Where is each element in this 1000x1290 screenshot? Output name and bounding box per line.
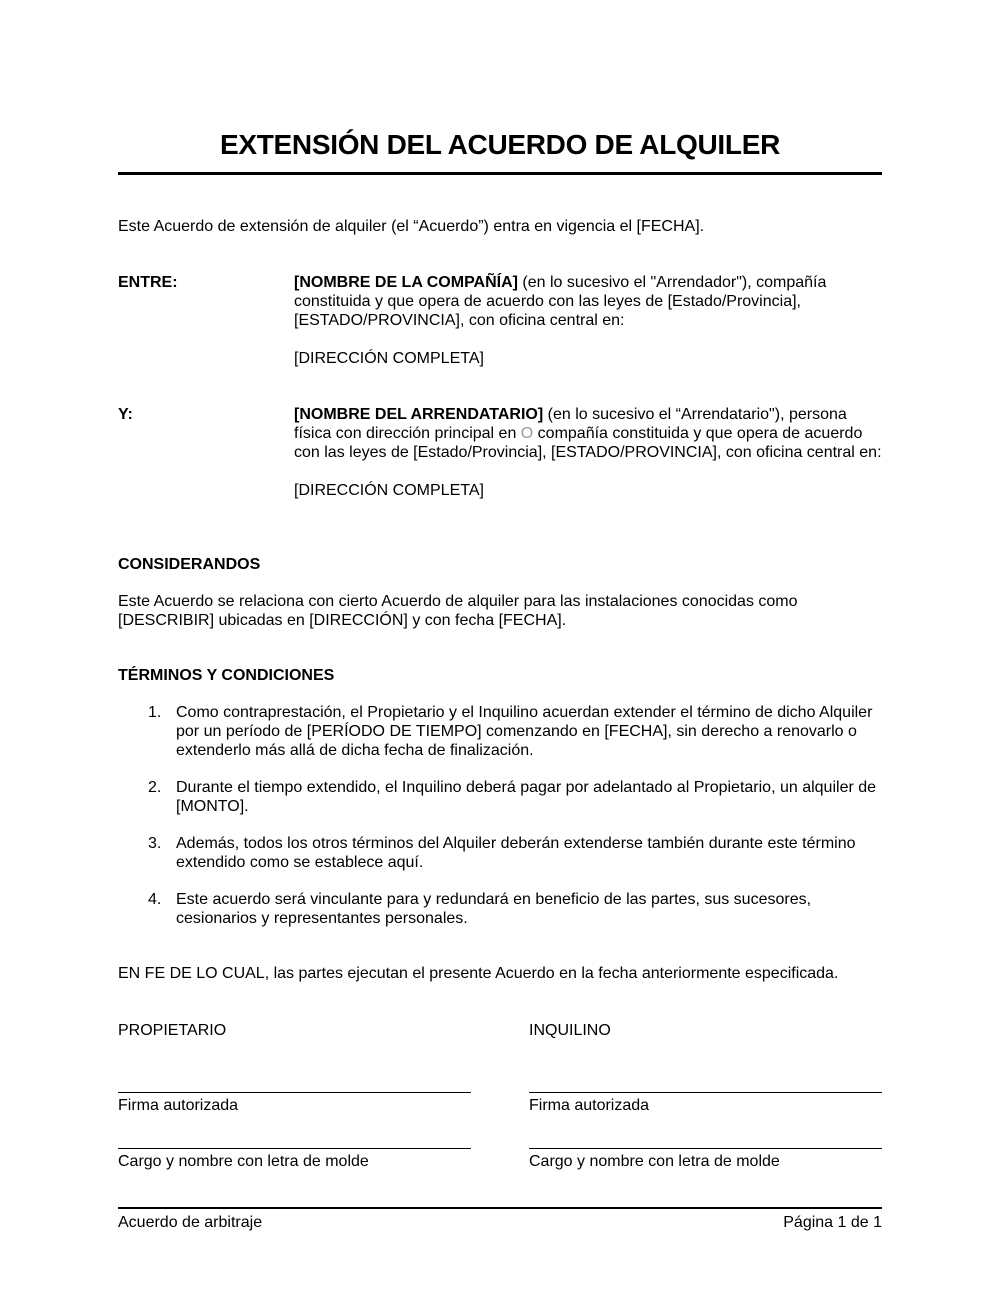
term-number: 1.: [148, 704, 162, 721]
party-text-before: (en lo sucesivo el “Arrendatario"), persona física con dirección principal en: [294, 406, 847, 442]
term-text: Este acuerdo será vinculante para y redundará en beneficio de las partes, sus sucesores, cesionarios y representantes personales.: [176, 891, 812, 927]
recitals-paragraph: Este Acuerdo se relaciona con cierto Acuerdo de alquiler para las instalaciones conocidas como [DESCRIBIR] ubicadas en [DIRECCIÓN] y con fecha [FECHA].: [118, 593, 798, 629]
party-body: [294, 405, 884, 500]
signature-line[interactable]: [529, 1092, 882, 1093]
printed-name-label: Cargo y nombre con letra de molde: [118, 1153, 369, 1170]
footer-divider: [118, 1207, 882, 1209]
term-number: 4.: [148, 891, 162, 908]
party-body: [294, 273, 884, 368]
party-address: [DIRECCIÓN COMPLETA]: [294, 482, 484, 499]
party-name: [NOMBRE DE LA COMPAÑÍA]: [294, 274, 518, 291]
party-name: [NOMBRE DEL ARRENDATARIO]: [294, 406, 544, 423]
printed-name-line[interactable]: [118, 1148, 471, 1149]
party-text: (en lo sucesivo el "Arrendador"), compañía constituida y que opera de acuerdo con las leyes de [Estado/Provincia], [ESTADO/PROVINCIA], con oficina central en:: [294, 274, 827, 329]
intro-paragraph: Este Acuerdo de extensión de alquiler (el “Acuerdo”) entra en vigencia el [FECHA].: [118, 218, 705, 235]
term-text: Como contraprestación, el Propietario y el Inquilino acuerdan extender el término de dicho Alquiler por un período de [PERÍODO DE TIEMPO] comenzando en [FECHA], sin derecho a renovarlo o extenderlo más allá de dicha fecha de finalización.: [176, 704, 873, 759]
option-marker: O: [520, 425, 534, 442]
signature-label: Firma autorizada: [529, 1097, 650, 1114]
term-text: Además, todos los otros términos del Alquiler deberán extenderse también durante este término extendido como se establece aquí.: [176, 835, 856, 871]
footer-page-number: Página 1 de 1: [783, 1214, 882, 1231]
signature-label: Firma autorizada: [118, 1097, 239, 1114]
printed-name-line[interactable]: [529, 1148, 882, 1149]
term-text: Durante el tiempo extendido, el Inquilino deberá pagar por adelantado al Propietario, un alquiler de [MONTO].: [176, 779, 877, 815]
footer-document-name: Acuerdo de arbitraje: [118, 1214, 263, 1231]
signature-party: PROPIETARIO: [118, 1022, 227, 1039]
signature-line[interactable]: [118, 1092, 471, 1093]
term-number: 3.: [148, 835, 162, 852]
witness-statement: EN FE DE LO CUAL, las partes ejecutan el presente Acuerdo en la fecha anteriormente especificada.: [118, 965, 839, 982]
recitals-heading: CONSIDERANDOS: [118, 556, 261, 573]
party-label: Y:: [118, 406, 133, 423]
printed-name-label: Cargo y nombre con letra de molde: [529, 1153, 780, 1170]
signature-party: INQUILINO: [529, 1022, 611, 1039]
terms-heading: TÉRMINOS Y CONDICIONES: [118, 667, 335, 684]
title-divider: [118, 172, 882, 175]
party-description: [294, 273, 884, 330]
party-description: [294, 405, 884, 462]
party-address: [DIRECCIÓN COMPLETA]: [294, 350, 484, 367]
party-label: ENTRE:: [118, 274, 178, 291]
term-number: 2.: [148, 779, 162, 796]
party-text-after: compañía constituida y que opera de acuerdo con las leyes de [Estado/Provincia], [ESTADO/PROVINCIA], con oficina central en:: [294, 425, 882, 461]
document-title: EXTENSIÓN DEL ACUERDO DE ALQUILER: [220, 129, 780, 160]
